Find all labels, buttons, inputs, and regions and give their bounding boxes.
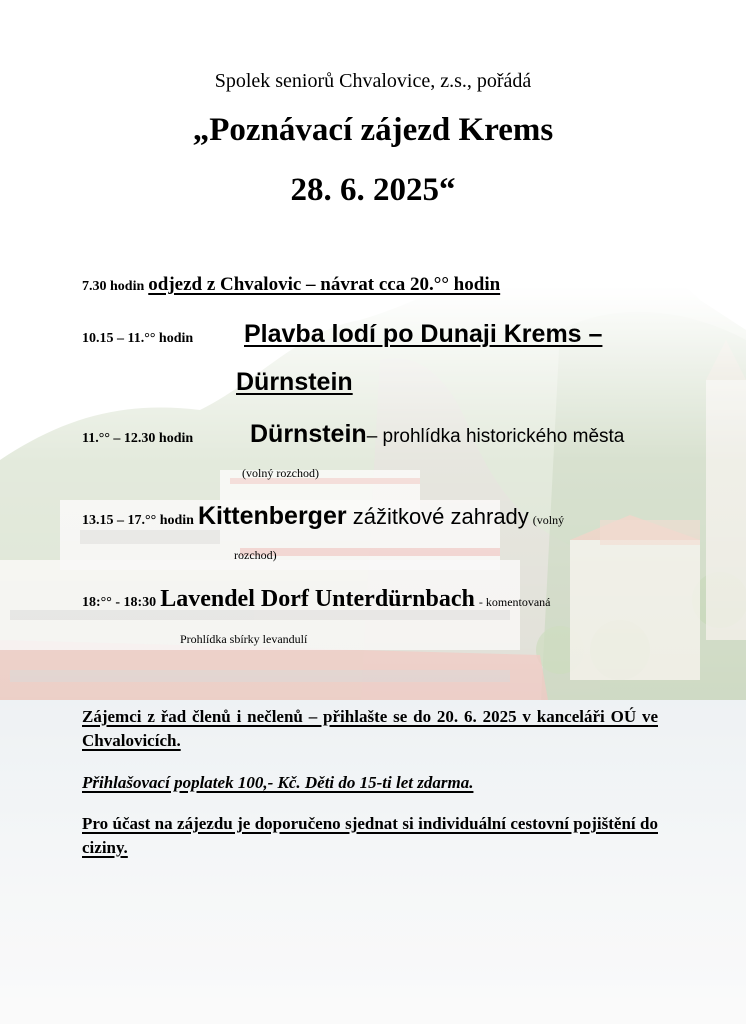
schedule-note: (volný (532, 513, 565, 527)
schedule-time: 7.30 hodin (82, 279, 145, 294)
schedule-text: Plavba lodí po Dunaji Krems – (244, 320, 603, 348)
schedule-place: Kittenberger (197, 502, 347, 530)
schedule-place: Lavendel Dorf Unterdürnbach (160, 586, 475, 612)
event-title: „Poznávací zájezd Krems (192, 112, 554, 148)
insurance-info: Pro účast na zájezdu je doporučeno sjednat si individuální cestovní pojištění do ciziny. (82, 814, 658, 857)
schedule-time: 18:°° - 18:30 (82, 595, 157, 610)
schedule-desc: – prohlídka historického města (366, 426, 625, 447)
organizer-line: Spolek seniorů Chvalovice, z.s., pořádá (214, 70, 532, 92)
schedule-time: 10.15 – 11.°° hodin (82, 331, 194, 346)
schedule-note-cont: rozchod) (234, 548, 277, 562)
schedule-time: 11.°° – 12.30 hodin (82, 431, 194, 446)
schedule-desc: zážitkové zahrady (346, 504, 529, 529)
schedule-time: 13.15 – 17.°° hodin (82, 513, 194, 528)
schedule-row-4 (82, 502, 564, 531)
schedule-note: (volný rozchod) (242, 466, 319, 480)
schedule-place: Dürnstein (250, 420, 367, 448)
schedule-row-5 (82, 586, 551, 613)
schedule-text-cont: Dürnstein (236, 368, 353, 396)
registration-info: Zájemci z řad členů i nečlenů – přihlašte se do 20. 6. 2025 v kanceláři OÚ ve Chvalovicích. (82, 707, 658, 750)
fee-info: Přihlašovací poplatek 100,- Kč. Děti do 15-ti let zdarma. (82, 773, 474, 792)
schedule-row-1 (82, 274, 500, 296)
event-date: 28. 6. 2025“ (290, 172, 456, 208)
schedule-desc: - komentovaná (478, 595, 551, 609)
schedule-row-3 (82, 420, 624, 449)
schedule-row-2 (82, 320, 602, 349)
schedule-note: Prohlídka sbírky levandulí (180, 632, 308, 646)
schedule-text: odjezd z Chvalovic – návrat cca 20.°° hodin (148, 274, 501, 295)
